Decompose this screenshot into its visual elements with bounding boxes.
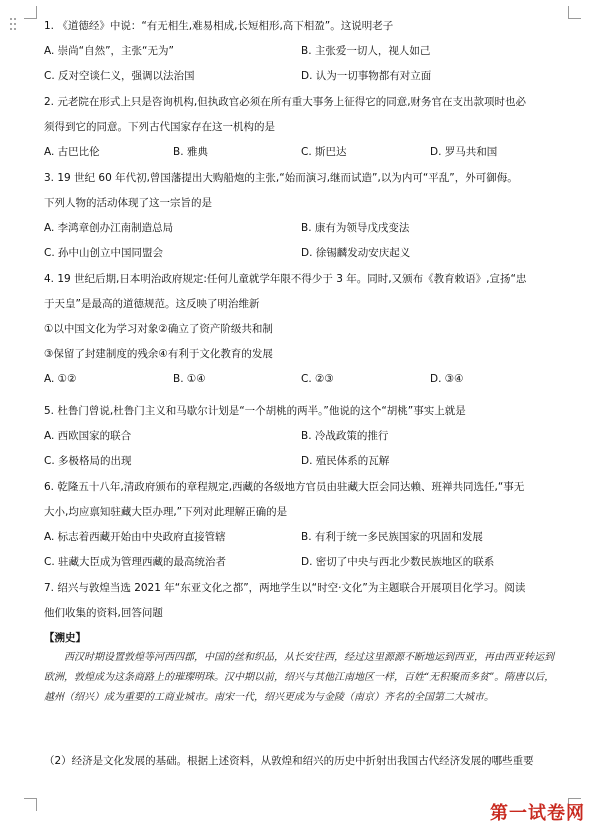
question-7-stem-line-2: 他们收集的资料,回答问题 (44, 607, 163, 619)
question-6-option-c: C. 驻藏大臣成为管理西藏的最高统治者 (44, 556, 227, 568)
question-3-option-a: A. 李鸿章创办江南制造总局 (44, 222, 174, 234)
question-4-option-c: C. ②③ (301, 373, 334, 385)
question-3-option-d: D. 徐锡麟发动安庆起义 (301, 247, 411, 259)
question-5-option-b: B. 冷战政策的推行 (301, 430, 389, 442)
question-6-option-b: B. 有利于统一多民族国家的巩固和发展 (301, 531, 483, 543)
question-6-stem-line-2: 大小,均应禀知驻藏大臣办理,”下列对此理解正确的是 (44, 506, 288, 518)
question-3-stem-line-2: 下列人物的活动体现了这一宗旨的是 (44, 197, 212, 209)
page-corner-mark (24, 6, 37, 19)
question-1-option-d: D. 认为一切事物都有对立面 (301, 70, 432, 82)
page-corner-mark (568, 6, 581, 19)
question-6-stem-line-1: 6. 乾隆五十八年,清政府颁布的章程规定,西藏的各级地方官员由驻藏大臣会同达赖、班禅共同选任,“事无 (44, 481, 525, 493)
section-heading: 【溯史】 (44, 632, 86, 644)
question-4-option-d: D. ③④ (430, 373, 464, 385)
question-1-stem: 1. 《道德经》中说：“有无相生,难易相成,长短相形,高下相盈”。这说明老子 (44, 20, 394, 32)
question-6-option-a: A. 标志着西藏开始由中央政府直接管辖 (44, 531, 226, 543)
page-corner-mark (24, 798, 37, 811)
drag-handle-icon[interactable] (10, 18, 18, 34)
question-2-option-b: B. 雅典 (173, 146, 208, 158)
source-passage: 西汉时期设置敦煌等河西四郡，中国的丝和织品，从长安往西，经过这里源源不断地运到西亚，再由西亚转运到欧洲，敦煌成为这条商路上的璀璨明珠。汉中期以前，绍兴与其他江南地区一样，百姓“无积聚而多贫”。隋唐以后，越州（绍兴）成为重要的工商业城市。南宋一代，绍兴更成为与金陵（南京）齐名的全国第二大城市。 (44, 652, 555, 703)
question-4-option-b: B. ①④ (173, 373, 206, 385)
question-3-option-c: C. 孙中山创立中国同盟会 (44, 247, 164, 259)
question-5-option-a: A. 西欧国家的联合 (44, 430, 132, 442)
question-2-option-d: D. 罗马共和国 (430, 146, 498, 158)
question-4-stem-line-2: 于天皇”是最高的道德规范。这反映了明治维新 (44, 298, 260, 310)
question-4-statement-1: ①以中国文化为学习对象②确立了资产阶级共和制 (44, 323, 273, 335)
question-2-option-c: C. 斯巴达 (301, 146, 347, 158)
question-2-stem-line-1: 2. 元老院在形式上只是咨询机构,但执政官必须在所有重大事务上征得它的同意,财务官在支出款项时也必 (44, 96, 527, 108)
question-1-option-c: C. 反对空谈仁义，强调以法治国 (44, 70, 195, 82)
question-4-option-a: A. ①② (44, 373, 77, 385)
question-5-option-c: C. 多极格局的出现 (44, 455, 132, 467)
question-4-statement-2: ③保留了封建制度的残余④有利于文化教育的发展 (44, 348, 273, 360)
site-watermark-logo: 第一试卷网 (490, 803, 585, 824)
question-3-option-b: B. 康有为领导戊戌变法 (301, 222, 410, 234)
question-7-subquestion-2: （2）经济是文化发展的基础。根据上述资料，从敦煌和绍兴的历史中折射出我国古代经济发展的哪些重要 (44, 755, 534, 767)
question-3-stem-line-1: 3. 19 世纪 60 年代初,曾国藩提出大购船炮的主张,“始而演习,继而试造”,以为内可“平乱”，外可御侮。 (44, 172, 518, 184)
question-7-stem-line-1: 7. 绍兴与敦煌当选 2021 年“东亚文化之都”，两地学生以“时空·文化”为主题联合开展项目化学习。阅读 (44, 582, 526, 594)
question-1-option-b: B. 主张爱一切人，视人如己 (301, 45, 431, 57)
question-6-option-d: D. 密切了中央与西北少数民族地区的联系 (301, 556, 495, 568)
question-2-stem-line-2: 须得到它的同意。下列古代国家存在这一机构的是 (44, 121, 275, 133)
question-5-stem: 5. 杜鲁门曾说,杜鲁门主义和马歇尔计划是“一个胡桃的两半。”他说的这个“胡桃”事实上就是 (44, 405, 466, 417)
question-5-option-d: D. 殖民体系的瓦解 (301, 455, 390, 467)
question-1-option-a: A. 崇尚“自然”，主张“无为” (44, 45, 174, 57)
question-2-option-a: A. 古巴比伦 (44, 146, 100, 158)
question-4-stem-line-1: 4. 19 世纪后期,日本明治政府规定:任何儿童就学年限不得少于 3 年。同时,又颁布《教育敕语》,宣扬“忠 (44, 273, 527, 285)
